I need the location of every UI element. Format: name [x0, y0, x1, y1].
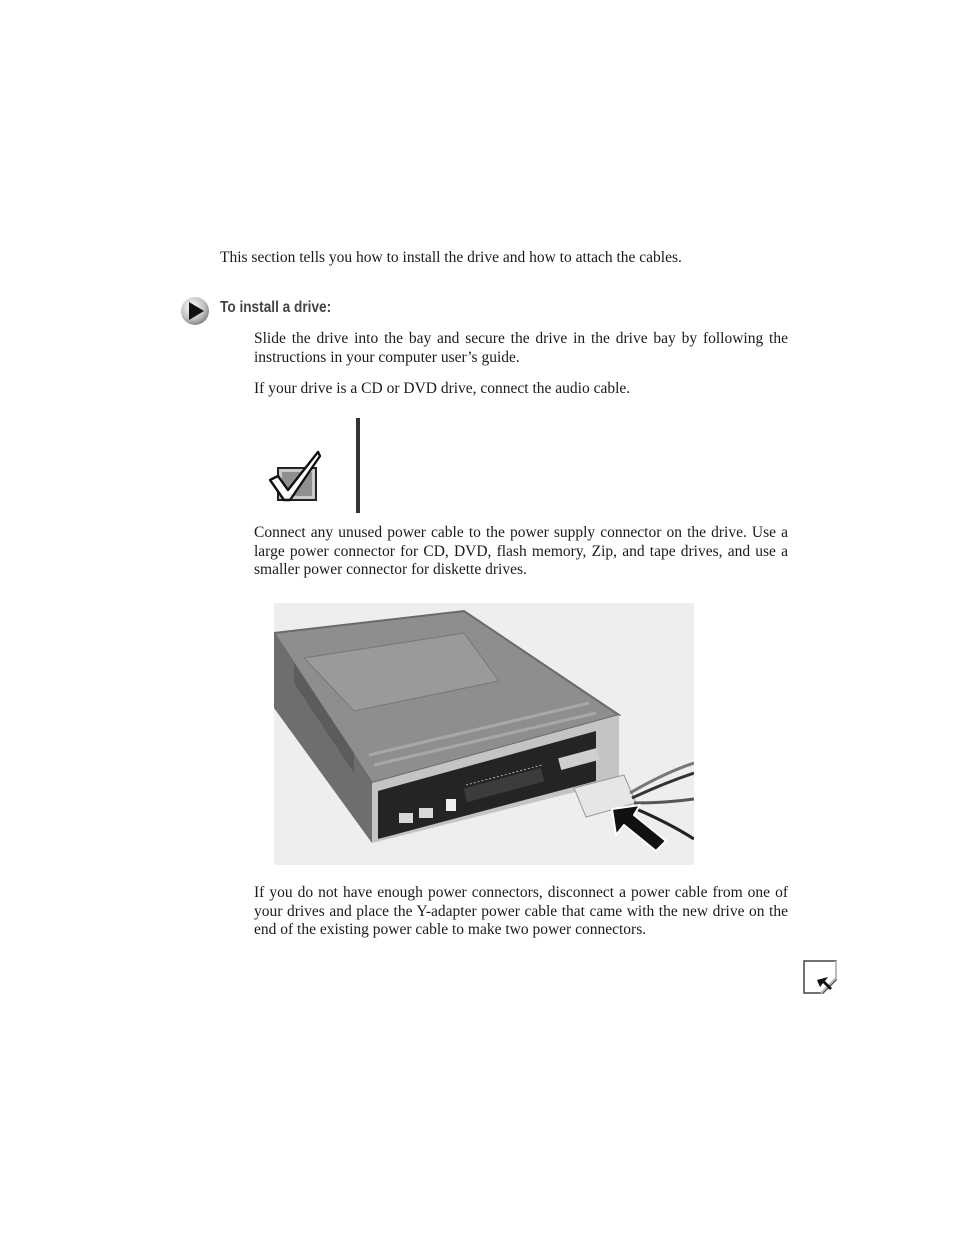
- note-divider: [356, 418, 360, 513]
- procedure-title: To install a drive:: [220, 299, 332, 316]
- play-arrow-icon: [180, 296, 210, 326]
- checkmark-note-icon: [266, 446, 326, 506]
- step-2: If your drive is a CD or DVD drive, connect the audio cable.: [254, 380, 631, 397]
- step-4: If you do not have enough power connectors, disconnect a power cable from one of your drives and place the Y-adapter power cable that came with the new drive on the end of the existing power cable to make two power connectors.: [254, 884, 788, 939]
- step-1: Slide the drive into the bay and secure the drive in the drive bay by following the instructions in your computer user’s guide.: [254, 330, 788, 366]
- page-corner-arrow-icon: [801, 958, 839, 996]
- step-3: Connect any unused power cable to the power supply connector on the drive. Use a large power connector for CD, DVD, flash memory, Zip, and tape drives, and use a smaller power connector for diskette drives.: [254, 524, 788, 579]
- drive-photo: [274, 603, 694, 865]
- intro-paragraph: This section tells you how to install the drive and how to attach the cables.: [220, 249, 682, 266]
